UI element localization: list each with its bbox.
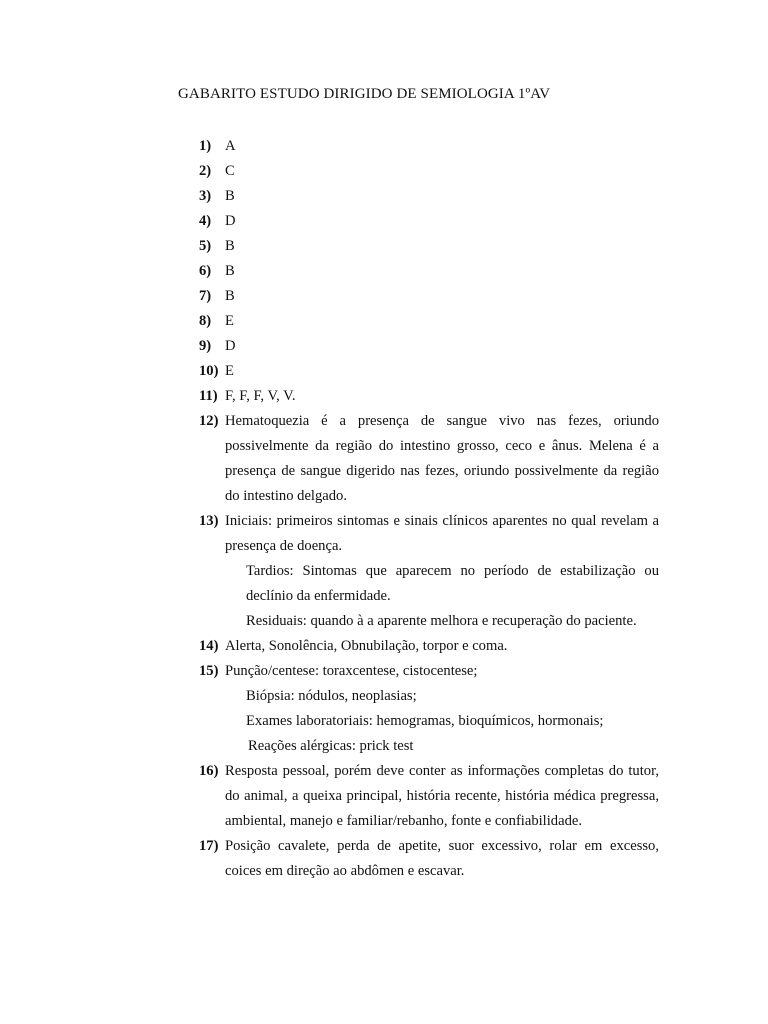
- item-text: Posição cavalete, perda de apetite, suor excessivo, rolar em excesso, coices em direção ao abdômen e escavar.: [225, 838, 659, 879]
- item-number: 13): [199, 513, 219, 529]
- list-item-1: [199, 134, 659, 159]
- list-item-12: [199, 409, 659, 509]
- item-number: 6): [199, 263, 212, 279]
- item-number: 8): [199, 313, 212, 329]
- item-text: F, F, F, V, V.: [225, 388, 296, 404]
- list-item-14: [199, 634, 659, 659]
- list-item-8: [199, 309, 659, 334]
- item-text: D: [225, 338, 236, 354]
- sub-item-tardios: Tardios: Sintomas que aparecem no período de estabilização ou declínio da enfermidade.: [246, 563, 659, 604]
- list-item-5: [199, 234, 659, 259]
- item-text: B: [225, 238, 235, 254]
- item-text: B: [225, 263, 235, 279]
- item-text: B: [225, 288, 235, 304]
- item-number: 4): [199, 213, 212, 229]
- sub-item-reacoes: Reações alérgicas: prick test: [248, 738, 414, 754]
- list-item-2: [199, 159, 659, 184]
- list-item-11: [199, 384, 659, 409]
- list-item-17: [199, 834, 659, 884]
- item-text: Resposta pessoal, porém deve conter as informações completas do tutor, do animal, a queixa principal, história recente, história médica pregressa, ambiental, manejo e familiar/rebanho, fonte e confiabilidade.: [225, 763, 659, 829]
- answer-list: [199, 134, 659, 884]
- item-text: E: [225, 363, 234, 379]
- item-text: B: [225, 188, 235, 204]
- item-number: 5): [199, 238, 212, 254]
- sub-item-exames: Exames laboratoriais: hemogramas, bioquímicos, hormonais;: [246, 713, 604, 729]
- list-item-13: [199, 509, 659, 559]
- list-item-16: [199, 759, 659, 834]
- list-item-10: [199, 359, 659, 384]
- list-item-3: [199, 184, 659, 209]
- item-number: 14): [199, 638, 219, 654]
- sub-item-biopsia: Biópsia: nódulos, neoplasias;: [246, 688, 417, 704]
- list-item-15: [199, 659, 659, 684]
- item-number: 15): [199, 663, 219, 679]
- item-text: A: [225, 138, 236, 154]
- item-number: 9): [199, 338, 212, 354]
- item-number: 2): [199, 163, 212, 179]
- list-item-9: [199, 334, 659, 359]
- item-text: Punção/centese: toraxcentese, cistocentese;: [225, 663, 478, 679]
- item-number: 16): [199, 763, 219, 779]
- item-text: Hematoquezia é a presença de sangue vivo nas fezes, oriundo possivelmente da região do intestino grosso, ceco e ânus. Melena é a presença de sangue digerido nas fezes, oriundo possivelmente da região do intestino delgado.: [225, 413, 659, 504]
- page-title: GABARITO ESTUDO DIRIGIDO DE SEMIOLOGIA 1ºAV: [178, 86, 551, 102]
- item-text: C: [225, 163, 235, 179]
- item-text: Alerta, Sonolência, Obnubilação, torpor e coma.: [225, 638, 508, 654]
- list-item-6: [199, 259, 659, 284]
- item-text: D: [225, 213, 236, 229]
- item-number: 1): [199, 138, 212, 154]
- list-item-4: [199, 209, 659, 234]
- item-text: Iniciais: primeiros sintomas e sinais clínicos aparentes no qual revelam a presença de doença.: [225, 513, 659, 554]
- item-number: 10): [199, 363, 219, 379]
- item-number: 17): [199, 838, 219, 854]
- item-text: E: [225, 313, 234, 329]
- item-number: 3): [199, 188, 212, 204]
- list-item-7: [199, 284, 659, 309]
- sub-item-residuais: Residuais: quando à a aparente melhora e recuperação do paciente.: [246, 613, 637, 629]
- item-number: 12): [199, 413, 219, 429]
- item-number: 11): [199, 388, 218, 404]
- item-number: 7): [199, 288, 212, 304]
